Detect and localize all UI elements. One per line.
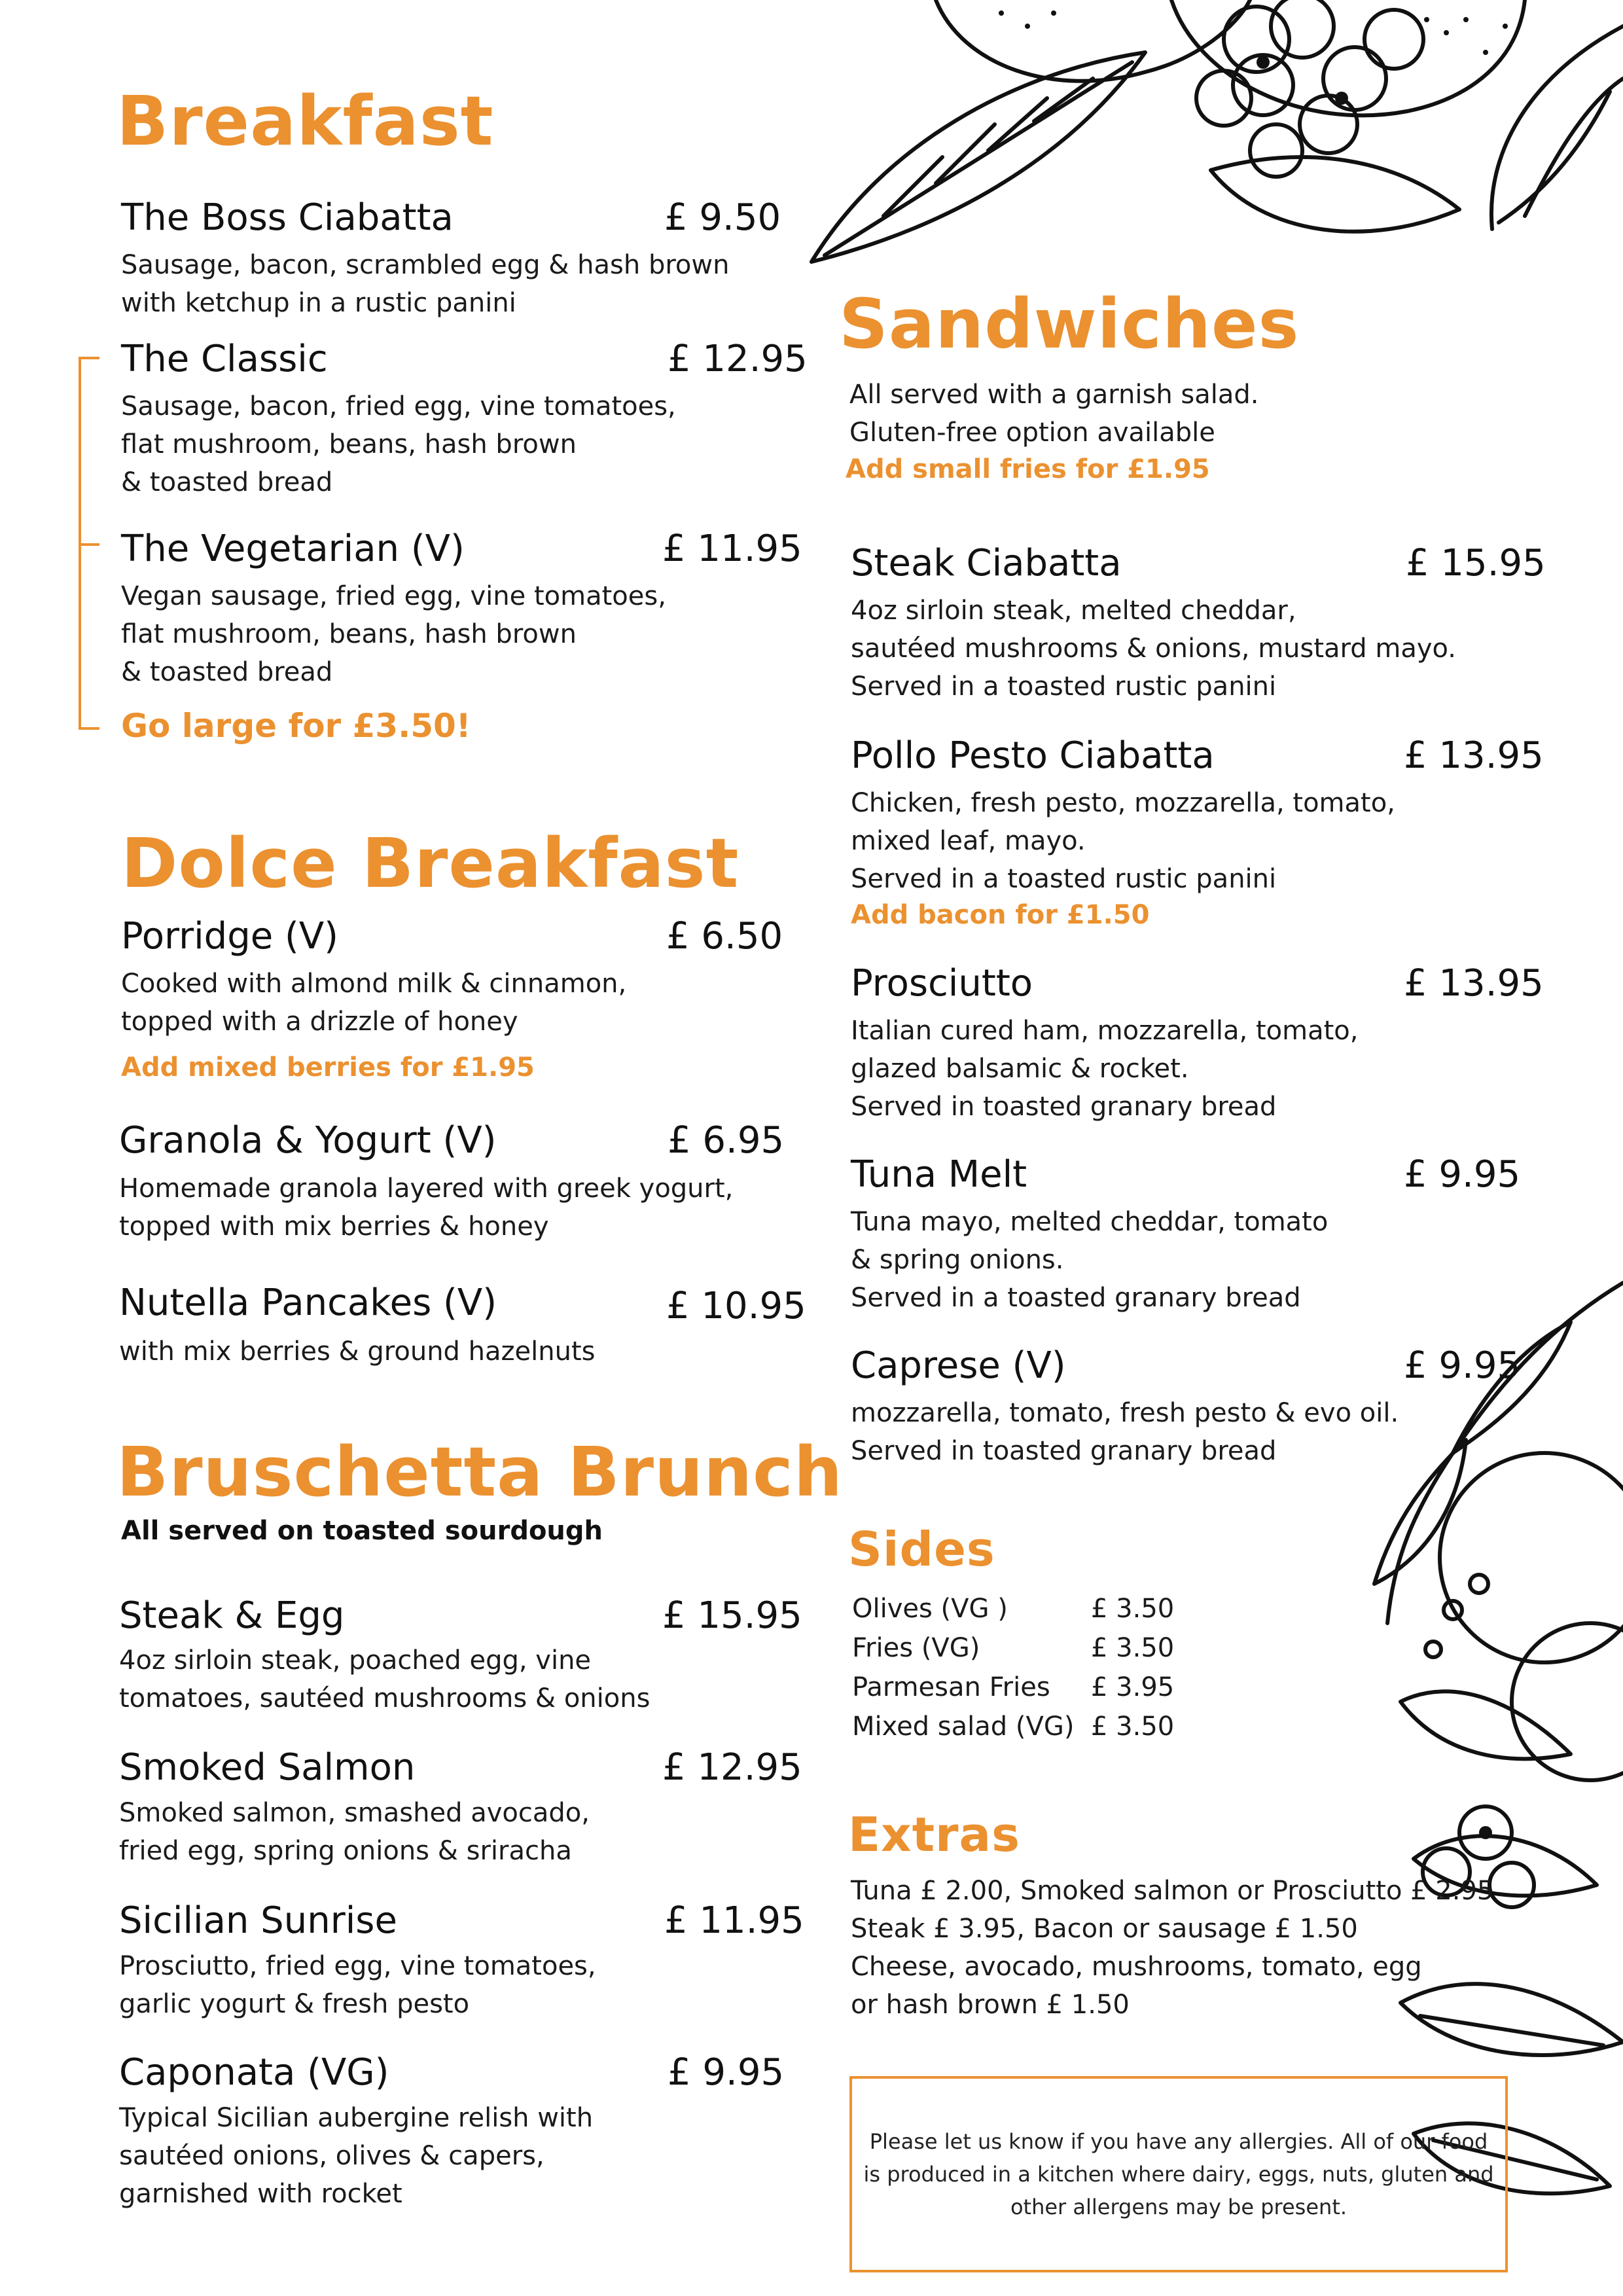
menu-item-price: £ 6.95 <box>668 1119 785 1162</box>
menu-item-description: Tuna mayo, melted cheddar, tomato & spring onions. Served in a toasted granary bread <box>851 1207 1329 1313</box>
sides-list <box>852 1589 1174 1746</box>
menu-item-name: Prosciutto <box>851 962 1033 1005</box>
menu-item-description: with mix berries & ground hazelnuts <box>119 1336 596 1367</box>
side-item <box>852 1707 1174 1746</box>
side-name: Mixed salad (VG) <box>852 1712 1075 1742</box>
menu-item-name: Porridge (V) <box>121 915 339 958</box>
side-item <box>852 1628 1174 1668</box>
side-price: £ 3.50 <box>1091 1633 1175 1663</box>
go-large-note: Go large for £3.50! <box>121 707 471 745</box>
menu-item-price: £ 15.95 <box>662 1594 802 1637</box>
menu-item-name: Tuna Melt <box>851 1153 1027 1196</box>
menu-item-name: Caprese (V) <box>851 1344 1066 1387</box>
menu-item-description: Vegan sausage, fried egg, vine tomatoes, flat mushroom, beans, hash brown & toasted bread <box>121 581 666 687</box>
menu-item-name: Smoked Salmon <box>119 1746 416 1789</box>
allergy-line: Please let us know if you have any allergies. All of our food <box>869 2129 1488 2154</box>
menu-item-name: Steak & Egg <box>119 1594 345 1637</box>
menu-item-description: Sausage, bacon, scrambled egg & hash brown with ketchup in a rustic panini <box>121 250 730 318</box>
orange-branch-illustration-bottom <box>1374 1283 1623 2212</box>
menu-item-description: Chicken, fresh pesto, mozzarella, tomato, mixed leaf, mayo. Served in a toasted rustic panini <box>851 788 1395 894</box>
menu-item-price: £ 15.95 <box>1406 542 1546 584</box>
menu-item-name: The Classic <box>121 338 328 380</box>
allergy-line: is produced in a kitchen where dairy, eggs, nuts, gluten and <box>863 2162 1494 2187</box>
bracket-tick <box>79 543 99 546</box>
menu-item-name: Granola & Yogurt (V) <box>119 1119 497 1162</box>
menu-item-description: 4oz sirloin steak, poached egg, vine tomatoes, sautéed mushrooms & onions <box>119 1645 651 1713</box>
menu-item-name: The Vegetarian (V) <box>121 528 465 570</box>
menu-item-price: £ 6.50 <box>666 915 783 958</box>
menu-item-price: £ 9.95 <box>668 2051 785 2094</box>
menu-item-price: £ 9.95 <box>1404 1344 1521 1387</box>
menu-item-description: mozzarella, tomato, fresh pesto & evo oil. Served in toasted granary bread <box>851 1398 1399 1466</box>
bracket-tick <box>79 357 99 359</box>
menu-item-description: Smoked salmon, smashed avocado, fried egg, spring onions & sriracha <box>119 1798 590 1866</box>
side-name: Parmesan Fries <box>852 1672 1050 1702</box>
breakfast-heading: Breakfast <box>116 81 494 161</box>
menu-item-name: Caponata (VG) <box>119 2051 389 2094</box>
menu-item-name: Nutella Pancakes (V) <box>119 1282 497 1324</box>
menu-item-price: £ 12.95 <box>662 1746 802 1789</box>
allergy-notice <box>849 2076 1508 2272</box>
menu-item-price: £ 13.95 <box>1404 962 1544 1005</box>
orange-blossom-illustration-top <box>805 0 1623 275</box>
extras-list: Tuna £ 2.00, Smoked salmon or Prosciutto £ 2.95 Steak £ 3.95, Bacon or sausage £ 1.50 Cheese, avocado, mushrooms, tomato, egg or hash brown £ 1.50 <box>851 1876 1494 2020</box>
menu-item-description: Sausage, bacon, fried egg, vine tomatoes, flat mushroom, beans, hash brown & toasted bread <box>121 391 676 497</box>
addon-note: Add mixed berries for £1.95 <box>121 1052 535 1083</box>
side-price: £ 3.50 <box>1091 1712 1175 1742</box>
bruschetta-brunch-heading: Bruschetta Brunch <box>116 1432 843 1512</box>
side-name: Olives (VG ) <box>852 1594 1008 1624</box>
menu-item-price: £ 11.95 <box>664 1899 804 1942</box>
side-name: Fries (VG) <box>852 1633 980 1663</box>
menu-item-description: 4oz sirloin steak, melted cheddar, sautéed mushrooms & onions, mustard mayo. Served in a toasted rustic panini <box>851 596 1457 702</box>
menu-item-price: £ 9.50 <box>664 196 781 239</box>
menu-item-description: Homemade granola layered with greek yogurt, topped with mix berries & honey <box>119 1174 734 1242</box>
menu-item-price: £ 10.95 <box>666 1285 806 1327</box>
side-price: £ 3.50 <box>1091 1594 1175 1624</box>
menu-item-price: £ 11.95 <box>662 528 802 570</box>
menu-item-price: £ 13.95 <box>1404 734 1544 777</box>
menu-item-description: Cooked with almond milk & cinnamon, topped with a drizzle of honey <box>121 969 627 1037</box>
dolce-breakfast-heading: Dolce Breakfast <box>121 823 740 903</box>
fries-addon-note: Add small fries for £1.95 <box>846 454 1210 484</box>
menu-item-name: Sicilian Sunrise <box>119 1899 397 1942</box>
extras-heading: Extras <box>848 1807 1020 1862</box>
menu-item-name: Pollo Pesto Ciabatta <box>851 734 1215 777</box>
sides-heading: Sides <box>848 1522 995 1577</box>
sandwiches-intro: All served with a garnish salad. Gluten-free option available <box>849 380 1259 448</box>
menu-item-price: £ 12.95 <box>668 338 808 380</box>
allergy-line: other allergens may be present. <box>1010 2195 1347 2219</box>
menu-item-name: Steak Ciabatta <box>851 542 1122 584</box>
menu-item-description: Prosciutto, fried egg, vine tomatoes, garlic yogurt & fresh pesto <box>119 1951 596 2019</box>
side-item <box>852 1589 1174 1628</box>
side-item <box>852 1668 1174 1707</box>
menu-item-price: £ 9.95 <box>1404 1153 1521 1196</box>
menu-item-name: The Boss Ciabatta <box>121 196 454 239</box>
menu-item-description: Typical Sicilian aubergine relish with sautéed onions, olives & capers, garnished with rocket <box>119 2103 594 2209</box>
side-price: £ 3.95 <box>1091 1672 1175 1702</box>
bruschetta-subtitle: All served on toasted sourdough <box>121 1516 603 1546</box>
menu-item-description: Italian cured ham, mozzarella, tomato, glazed balsamic & rocket. Served in toasted granary bread <box>851 1016 1359 1122</box>
sandwiches-heading: Sandwiches <box>839 284 1300 364</box>
addon-note: Add bacon for £1.50 <box>851 900 1150 930</box>
bracket-tick <box>79 727 99 730</box>
